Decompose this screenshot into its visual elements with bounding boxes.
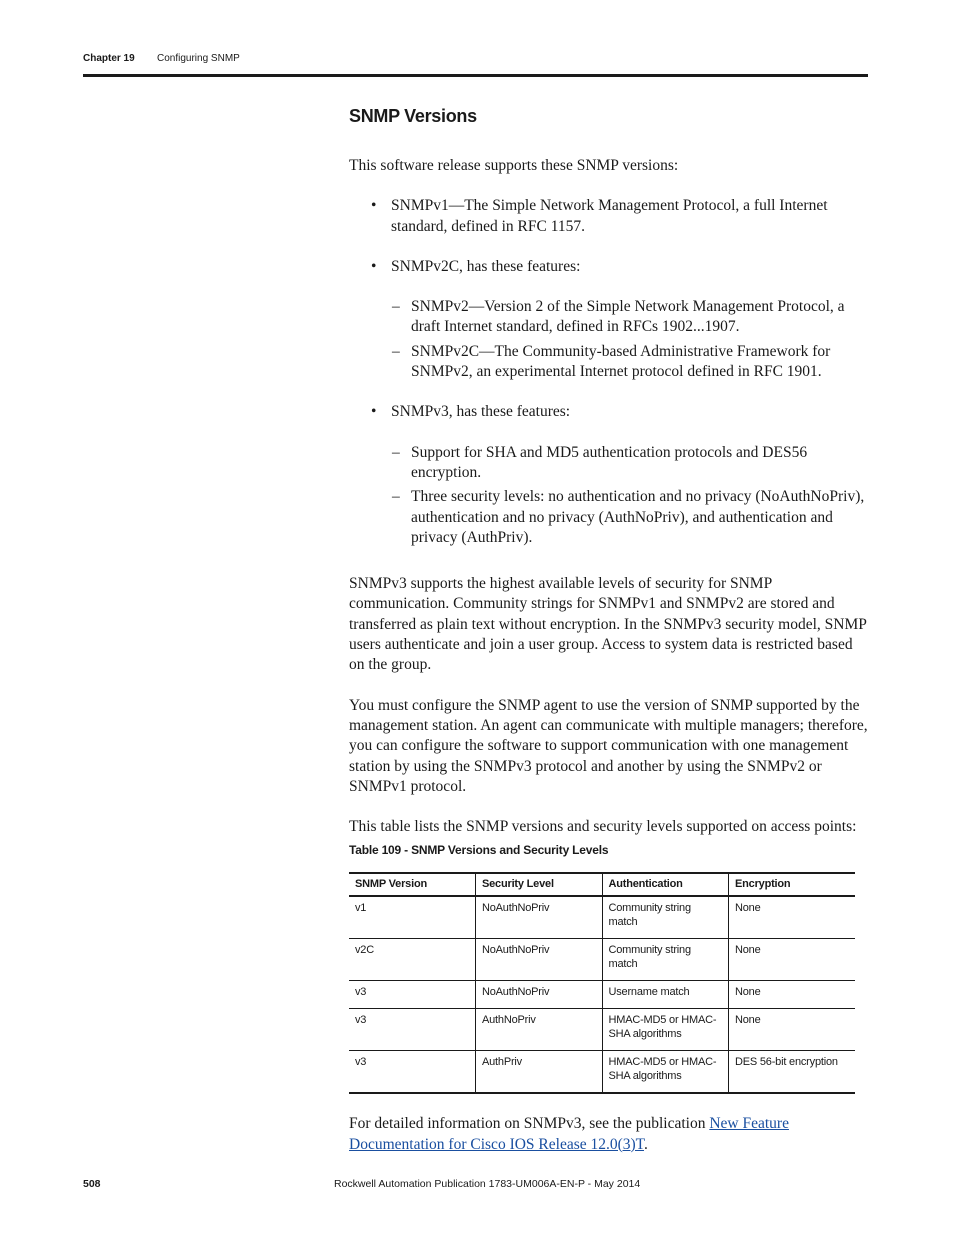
table-row [349,939,855,981]
table-cell: Community string match [602,939,729,981]
table-header-cell: Security Level [476,873,603,896]
table-header-cell: Authentication [602,873,729,896]
table-cell: HMAC-MD5 or HMAC-SHA algorithms [602,1051,729,1094]
table-cell: v3 [349,981,476,1009]
chapter-label: Chapter 19 [83,53,135,64]
version-list-text: SNMPv3, has these features: [391,403,571,421]
table-cell: v1 [349,896,476,939]
version-sublist [349,443,869,548]
closing-paragraph [349,1114,869,1155]
snmp-versions-table [349,872,855,1094]
page-header [83,53,868,64]
table-cell: NoAuthNoPriv [476,981,603,1009]
table-header-cell: Encryption [729,873,856,896]
table-cell: v2C [349,939,476,981]
table-row [349,1009,855,1051]
version-sublist-item: – Support for SHA and MD5 authentication protocols and DES56 encryption. [349,443,869,484]
version-list-item [349,257,869,382]
table-body [349,896,855,1093]
version-list-item [349,402,869,548]
intro-paragraph: This software release supports these SNMP versions: [349,157,679,174]
table-header-cell: SNMP Version [349,873,476,896]
table-intro-paragraph: This table lists the SNMP versions and security levels supported on access points: [349,818,857,836]
table-cell: HMAC-MD5 or HMAC-SHA algorithms [602,1009,729,1051]
table-row [349,1051,855,1094]
table-row [349,981,855,1009]
version-list-text: SNMPv2C, has these features: [391,257,581,275]
table-row [349,896,855,939]
table-header-row [349,873,855,896]
chapter-section-title: Configuring SNMP [157,53,240,64]
version-list-text: SNMPv1—The Simple Network Management Protocol, a full Internet standard, defined in RFC 1157. [391,197,828,235]
agent-paragraph: You must configure the SNMP agent to use the version of SNMP supported by the management station. An agent can communicate with multiple managers; therefore, you can configure the software to support communication with one management station by using the SNMPv3 protocol and another by using the SNMPv2 or SNMPv1 protocol. [349,696,868,795]
table-cell: Community string match [602,896,729,939]
version-list-item [349,196,869,237]
security-paragraph: SNMPv3 supports the highest available levels of security for SNMP communication. Community strings for SNMPv1 and SNMPv2 are stored and transferred as plain text without encryption. In the SNMPv3 security model, SNMP users authenticate and join a user group. Access to system data is restricted based on the group. [349,575,867,674]
table-cell: NoAuthNoPriv [476,896,603,939]
closing-text: For detailed information on SNMPv3, see the publication [349,1115,710,1133]
table-cell: v3 [349,1009,476,1051]
main-content [349,106,869,1155]
table-cell: DES 56-bit encryption [729,1051,856,1094]
table-cell: Username match [602,981,729,1009]
table-cell: None [729,896,856,939]
version-sublist-item: – SNMPv2C—The Community-based Administrative Framework for SNMPv2, an experimental Internet protocol defined in RFC 1901. [349,342,869,383]
table-cell: AuthNoPriv [476,1009,603,1051]
header-rule [83,74,868,77]
version-sublist [349,297,869,382]
version-sublist-item: – Three security levels: no authentication and no privacy (NoAuthNoPriv), authentication and no privacy (AuthNoPriv), and authentication and privacy (AuthPriv). [349,487,869,548]
closing-period: . [644,1135,648,1153]
table-cell: v3 [349,1051,476,1094]
table-cell: AuthPriv [476,1051,603,1094]
version-sublist-item: – SNMPv2—Version 2 of the Simple Network Management Protocol, a draft Internet standard, defined in RFCs 1902...1907. [349,297,869,338]
page-number: 508 [83,1178,101,1190]
table-cell: None [729,1009,856,1051]
versions-list [349,196,869,548]
table-cell: None [729,939,856,981]
section-title: SNMP Versions [349,106,477,126]
table-cell: NoAuthNoPriv [476,939,603,981]
table-cell: None [729,981,856,1009]
publication-info: Rockwell Automation Publication 1783-UM006A-EN-P - May 2014 [334,1178,641,1190]
table-caption: Table 109 - SNMP Versions and Security Levels [349,843,609,858]
publication-link[interactable]: New Feature Documentation for Cisco IOS Release 12.0(3)T [349,1115,789,1153]
